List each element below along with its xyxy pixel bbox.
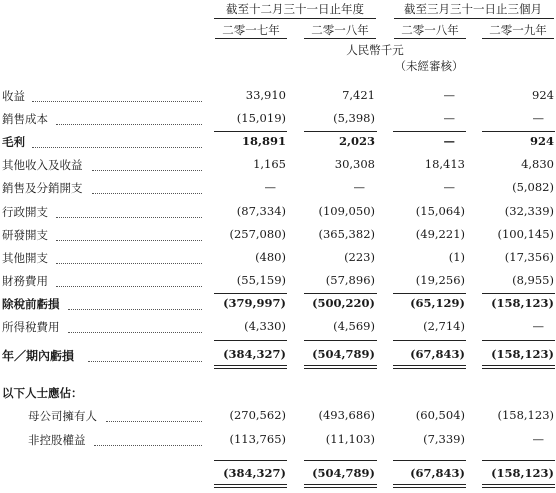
row-value: (500,220) xyxy=(312,295,375,310)
loss-top-rule xyxy=(393,340,466,341)
attrib-row-value: (11,103) xyxy=(325,432,375,446)
attrib-total-2017: (384,327) xyxy=(223,466,286,480)
total-top-rule xyxy=(393,460,466,461)
row-leader-dots xyxy=(32,101,202,102)
header-annual-rule xyxy=(214,18,376,19)
unaudited-note: （未經審核） xyxy=(394,59,464,73)
attrib-total-q2019: (158,123) xyxy=(491,466,554,480)
total-double-rule xyxy=(304,484,377,485)
row-value: (480) xyxy=(255,249,286,264)
attrib-total-q2018: (67,843) xyxy=(410,466,465,480)
loss-row-value-q2018: (67,843) xyxy=(410,347,465,361)
row-value: (15,064) xyxy=(415,203,465,218)
header-year-rule-2 xyxy=(304,38,376,39)
loss-row-label: 年／期內虧損 xyxy=(2,349,75,363)
attrib-row-label: 母公司擁有人 xyxy=(28,409,97,423)
row-leader-dots xyxy=(56,240,202,241)
loss-top-rule xyxy=(214,340,287,341)
row-value: (57,896) xyxy=(325,272,375,287)
total-top-rule xyxy=(482,460,555,461)
row-leader-dots xyxy=(68,332,202,333)
row-value: 4,830 xyxy=(521,157,554,172)
row-value: (32,339) xyxy=(504,203,554,218)
row-value: — xyxy=(532,319,544,333)
loss-top-rule xyxy=(482,340,555,341)
row-leader-dots xyxy=(32,147,202,148)
header-year-2018: 二零一八年 xyxy=(311,23,369,37)
row-label: 銷售及分銷開支 xyxy=(2,181,83,196)
total-top-rule xyxy=(304,460,377,461)
attrib-heading: 以下人士應佔： xyxy=(2,386,83,400)
attrib-total-2018: (504,789) xyxy=(312,466,375,480)
attrib-row-value: (113,765) xyxy=(229,432,286,446)
loss-double-rule xyxy=(304,368,377,369)
row-value: (257,080) xyxy=(229,226,286,241)
loss-top-rule xyxy=(304,340,377,341)
row-label: 其他開支 xyxy=(2,250,48,265)
currency-unit: 人民幣千元 xyxy=(346,43,404,57)
row-value: (55,159) xyxy=(236,272,286,287)
row-value: — xyxy=(443,88,455,102)
row-value: (65,129) xyxy=(410,295,465,310)
row-leader-dots xyxy=(56,217,202,218)
row-value: — xyxy=(443,134,455,149)
row-value: 30,308 xyxy=(334,157,375,172)
attrib-row-label: 非控股權益 xyxy=(28,433,86,447)
row-leader-dots xyxy=(92,170,202,171)
row-label: 收益 xyxy=(2,89,25,103)
loss-double-rule xyxy=(304,365,377,366)
attrib-row-value: — xyxy=(532,432,544,446)
subtotal-rule xyxy=(482,131,555,132)
total-double-rule xyxy=(304,487,377,488)
row-value: (19,256) xyxy=(415,272,465,287)
attrib-row-value: (493,686) xyxy=(318,408,375,422)
row-value: (158,123) xyxy=(491,295,554,310)
row-value: — xyxy=(353,180,365,195)
row-label: 研發開支 xyxy=(2,227,48,242)
row-value: (2,714) xyxy=(423,319,465,333)
total-double-rule xyxy=(214,484,287,485)
row-value: — xyxy=(443,180,455,195)
loss-double-rule xyxy=(393,365,466,366)
row-label: 毛利 xyxy=(2,135,25,150)
loss-double-rule xyxy=(214,368,287,369)
loss-row-value-q2019: (158,123) xyxy=(491,347,554,361)
attrib-row-leader-dots xyxy=(94,445,202,446)
header-year-rule-3 xyxy=(394,38,466,39)
subtotal-rule xyxy=(214,131,287,132)
row-value: 33,910 xyxy=(245,88,286,102)
row-label: 行政開支 xyxy=(2,204,48,219)
row-value: (4,569) xyxy=(333,319,375,333)
total-top-rule xyxy=(214,460,287,461)
row-value: (4,330) xyxy=(244,319,286,333)
header-year-rule-1 xyxy=(215,38,287,39)
subtotal-rule xyxy=(393,293,466,294)
row-value: — xyxy=(264,180,276,195)
header-year-2017: 二零一七年 xyxy=(222,23,280,37)
row-value: (5,398) xyxy=(333,111,375,126)
row-value: (109,050) xyxy=(318,203,375,218)
subtotal-rule xyxy=(482,293,555,294)
row-label: 除稅前虧損 xyxy=(2,296,60,311)
subtotal-rule xyxy=(214,293,287,294)
loss-row-value-2018: (504,789) xyxy=(312,347,375,361)
attrib-row-value: (60,504) xyxy=(415,408,465,422)
row-value: 18,413 xyxy=(424,157,465,172)
loss-double-rule xyxy=(482,368,555,369)
row-leader-dots xyxy=(56,286,202,287)
row-label: 其他收入及收益 xyxy=(2,158,83,173)
row-value: (223) xyxy=(344,249,375,264)
row-value: 924 xyxy=(532,88,554,102)
total-double-rule xyxy=(393,487,466,488)
row-leader-dots xyxy=(68,309,202,310)
row-value: 924 xyxy=(529,134,554,149)
subtotal-rule xyxy=(393,131,466,132)
attrib-row-value: (7,339) xyxy=(423,432,465,446)
row-value: (100,145) xyxy=(497,226,554,241)
row-label: 銷售成本 xyxy=(2,112,48,127)
row-value: 18,891 xyxy=(241,134,286,149)
row-value: 7,421 xyxy=(342,88,375,102)
header-quarter-rule xyxy=(394,18,554,19)
row-label: 所得稅費用 xyxy=(2,320,60,334)
loss-double-rule xyxy=(393,368,466,369)
row-leader-dots xyxy=(92,193,202,194)
row-leader-dots xyxy=(56,124,202,125)
row-value: (17,356) xyxy=(504,249,554,264)
row-value: 2,023 xyxy=(338,134,375,149)
header-quarter-period: 截至三月三十一日止三個月 xyxy=(404,2,542,16)
row-value: (365,382) xyxy=(318,226,375,241)
header-quarter-2019: 二零一九年 xyxy=(489,23,547,37)
attrib-row-leader-dots xyxy=(106,421,202,422)
total-double-rule xyxy=(214,487,287,488)
row-leader-dots xyxy=(56,263,202,264)
row-value: (87,334) xyxy=(236,203,286,218)
row-value: 1,165 xyxy=(253,157,286,172)
subtotal-rule xyxy=(304,293,377,294)
total-double-rule xyxy=(482,484,555,485)
loss-double-rule xyxy=(482,365,555,366)
subtotal-rule xyxy=(304,131,377,132)
row-value: (8,955) xyxy=(512,272,554,287)
attrib-row-value: (158,123) xyxy=(497,408,554,422)
row-label: 財務費用 xyxy=(2,273,48,288)
row-value: — xyxy=(443,111,455,126)
row-value: — xyxy=(532,111,544,126)
loss-row-leader xyxy=(88,361,202,362)
row-value: (1) xyxy=(448,249,465,264)
loss-row-value-2017: (384,327) xyxy=(223,347,286,361)
row-value: (379,997) xyxy=(223,295,286,310)
total-double-rule xyxy=(393,484,466,485)
row-value: (49,221) xyxy=(415,226,465,241)
attrib-row-value: (270,562) xyxy=(229,408,286,422)
row-value: (15,019) xyxy=(236,111,286,126)
row-value: (5,082) xyxy=(512,180,554,195)
header-annual-period: 截至十二月三十一日止年度 xyxy=(226,2,364,16)
header-year-rule-4 xyxy=(482,38,554,39)
header-quarter-2018: 二零一八年 xyxy=(401,23,459,37)
loss-double-rule xyxy=(214,365,287,366)
total-double-rule xyxy=(482,487,555,488)
